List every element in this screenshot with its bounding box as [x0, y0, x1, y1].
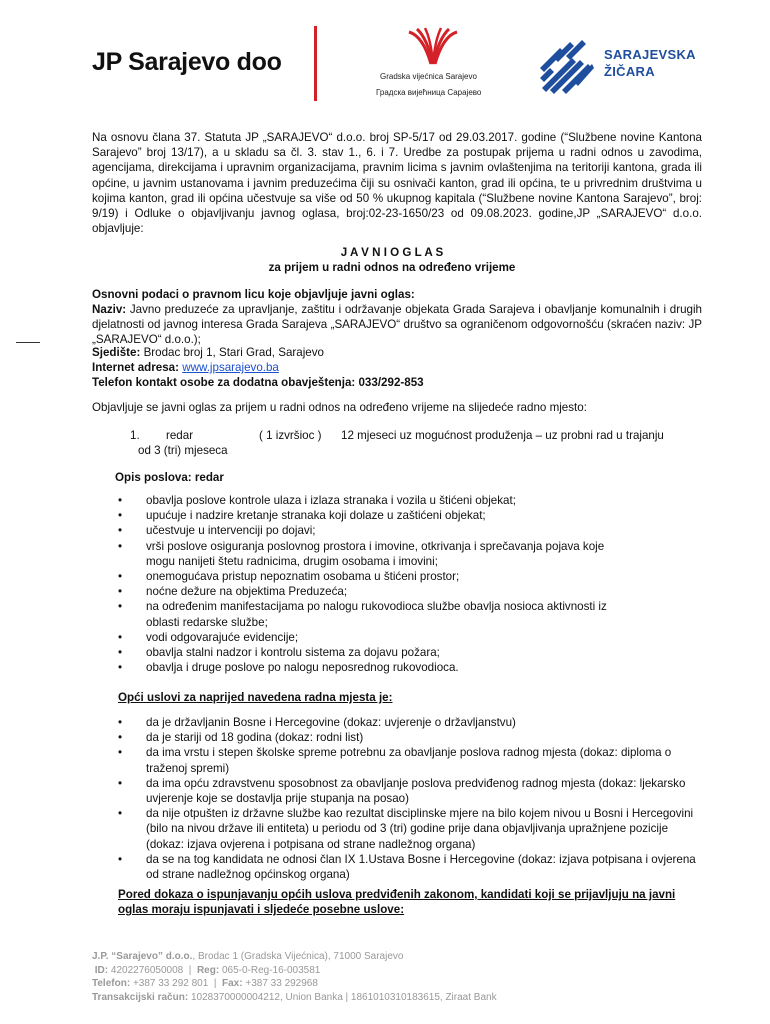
duties-heading: Opis poslova: redar	[115, 471, 224, 484]
footer-reg-label: Reg:	[196, 964, 220, 976]
footer-id-line: ID: 4202276050008 | Reg: 065-0-Reg-16-003581	[94, 964, 321, 976]
duty-item: • učestvuje u intervenciji po dojavi;	[112, 523, 612, 538]
footer-account-label: Transakcijski račun:	[92, 991, 189, 1003]
contact-phone: Telefon kontakt osobe za dodatna obavještenja: 033/292-853	[92, 376, 424, 389]
city-hall-caption-cyrillic: Градска вијећница Сарајево	[376, 88, 482, 97]
general-condition-item: • da ima vrstu i stepen školske spreme potrebnu za obavljanje poslova radnog mjesta (dokaz: diploma o traženoj spremi)	[112, 745, 698, 775]
general-condition-item: • da je državljanin Bosne i Hercegovine (dokaz: uvjerenje o državljanstvu)	[112, 715, 698, 730]
city-hall-caption-latin: Gradska vijećnica Sarajevo	[380, 72, 477, 81]
footer-company-address: , Brodac 1 (Gradska Vijećnica), 71000 Sarajevo	[192, 951, 404, 962]
duty-item: • upućuje i nadzire kretanje stranaka koji dolaze u zaštićeni objekat;	[112, 508, 612, 523]
brand-title: JP Sarajevo doo	[92, 48, 282, 76]
footer-fax-label: Fax:	[222, 978, 243, 989]
seat-line	[92, 345, 702, 360]
footer-reg-value: 065-0-Reg-16-003581	[221, 964, 321, 976]
general-condition-item: • da se na tog kandidata ne odnosi član IX 1.Ustava Bosne i Hercegovine (dokaz: izjava potpisana i ovjerena od strane nadležnog općinskog organa)	[112, 852, 698, 882]
duty-item: • obavlja i druge poslove po nalogu neposrednog rukovodioca.	[112, 660, 612, 675]
footer-phone-line: Telefon: +387 33 292 801 | Fax: +387 33 292968	[92, 978, 318, 989]
entity-name-label: Naziv:	[92, 303, 127, 316]
footer-phone-label: Telefon:	[92, 978, 131, 989]
seat-text: Brodac broj 1, Stari Grad, Sarajevo	[143, 346, 324, 359]
footer-company-line	[92, 950, 497, 964]
duty-item: • obavlja stalni nadzor i kontrolu sistema za dojavu požara;	[112, 645, 612, 660]
general-conditions-list	[112, 715, 698, 882]
announcement-text: Objavljuje se javni oglas za prijem u radni odnos na određeno vrijeme na slijedeće radno mjesto:	[92, 401, 587, 414]
cable-car-wordmark-line1: SARAJEVSKA	[604, 47, 696, 62]
cable-car-wordmark	[604, 46, 696, 80]
duty-item: • obavlja poslove kontrole ulaza i izlaza stranaka i vozila u štićeni objekat;	[112, 493, 612, 508]
seat-label: Sjedište:	[92, 346, 141, 359]
document-title: J A V N I O G L A S	[340, 246, 444, 259]
duty-item: • onemogućava pristup nepoznatim osobama u štićeni prostor;	[112, 569, 612, 584]
website-link[interactable]: www.jpsarajevo.ba	[182, 361, 279, 374]
duty-item: • vodi odgovarajuće evidencije;	[112, 630, 612, 645]
basic-info-heading: Osnovni podaci o pravnom licu koje objavljuje javni oglas:	[92, 288, 415, 301]
duty-item: • na određenim manifestacijama po nalogu rukovodioca službe obavlja nosioca aktivnosti iz oblasti redarske službe;	[112, 599, 612, 629]
position-count: ( 1 izvršioc )	[259, 429, 322, 442]
footer-company-name: J.P. “Sarajevo” d.o.o.	[92, 951, 193, 962]
footer	[92, 950, 497, 1004]
position-duration: 12 mjeseci uz mogućnost produženja – uz probni rad u trajanju	[341, 429, 664, 442]
city-hall-logo-icon	[403, 26, 463, 68]
general-conditions-heading: Opći uslovi za naprijed navedena radna mjesta je:	[118, 691, 393, 704]
entity-name-block	[92, 302, 702, 348]
web-line	[92, 360, 702, 375]
entity-name-text: Javno preduzeće za upravljanje, zaštitu i održavanje objekata Grada Sarajeva i obavljanje komunalnih i drugih djelatnosti od javnog interesa Grada Sarajeva „SARAJEVO“ društvo sa ograničenom odgovornošću (skraćen naziv: JP „SARAJEVO“ d.o.o.);	[92, 303, 702, 347]
footer-account-line	[92, 991, 497, 1005]
intro-paragraph: Na osnovu člana 37. Statuta JP „SARAJEVO“ d.o.o. broj SP-5/17 od 29.03.2017. godine (“Službene novine Kantona Sarajevo” broj 13/17), a u skladu sa čl. 3. stav 1., 6. i 7. Uredbe za postupak prijema u radni odnos u zavodima, agencijama, direkcijama i upravnim organizacijama, pravnim licima s javnim ovlaštenjima na teritoriji kantona, grada ili općine, u javnim ustanovama i javnim preduzećima čiji su osnivači kanton, grad ili općina, te u privrednim društvima u kojima kanton, grad ili općina učestvuje sa više od 50 % ukupnog kapitala (“Službene novine Kantona Sarajevo”, broj: 9/19) i Odluke o objavljivanju javnog oglasa, broj:02-23-1650/23 od 09.08.2023. godine,JP „SARAJEVO“ d.o.o. objavljuje:	[92, 131, 702, 236]
footer-id-value: 4202276050008	[110, 964, 184, 976]
position-number: 1.	[130, 429, 140, 442]
footer-account-value: 1028370000004212, Union Banka | 1861010310183615, Ziraat Bank	[190, 991, 497, 1003]
general-condition-item: • da je stariji od 18 godina (dokaz: rodni list)	[112, 730, 698, 745]
duty-item: • vrši poslove osiguranja poslovnog prostora i imovine, otkrivanja i sprečavanja pojava koje mogu nanijeti štetu radnicima, drugim osobama i imovini;	[112, 539, 612, 569]
header-divider	[314, 26, 317, 101]
cable-car-wordmark-line2: ŽIČARA	[604, 64, 655, 79]
duty-item: • noćne dežure na objektima Preduzeća;	[112, 584, 612, 599]
position-name: redar	[166, 429, 194, 442]
cable-car-logo-icon	[540, 38, 594, 96]
footer-id-label: ID:	[94, 964, 109, 976]
general-condition-item: • da ima opću zdravstvenu sposobnost za obavljanje poslova predviđenog radnog mjesta (dokaz: ljekarsko uvjerenje koje se dostavlja prije stupanja na posao)	[112, 776, 698, 806]
duties-list	[112, 493, 612, 675]
document-subtitle: za prijem u radni odnos na određeno vrijeme	[268, 261, 516, 274]
margin-mark	[16, 342, 40, 343]
web-label: Internet adresa:	[92, 361, 179, 374]
footer-phone-value: +387 33 292 801	[132, 978, 209, 989]
special-conditions-heading: Pored dokaza o ispunjavanju općih uslova predviđenih zakonom, kandidati koji se prijavljuju na javni oglas moraju ispunjavati i sljedeće posebne uslove:	[118, 888, 676, 917]
footer-fax-value: +387 33 292968	[245, 978, 318, 989]
general-condition-item: • da nije otpušten iz državne službe kao rezultat disciplinske mjere na bilo kojem nivou u Bosni i Hercegovini (bilo na nivou države ili entiteta) u periodu od 3 (tri) godine prije dana objavljivanja upražnjene pozicije (dokaz: izjava ovjerena i potpisana od strane nadležnog organa)	[112, 806, 698, 852]
position-duration-cont: od 3 (tri) mjeseca	[138, 444, 228, 457]
